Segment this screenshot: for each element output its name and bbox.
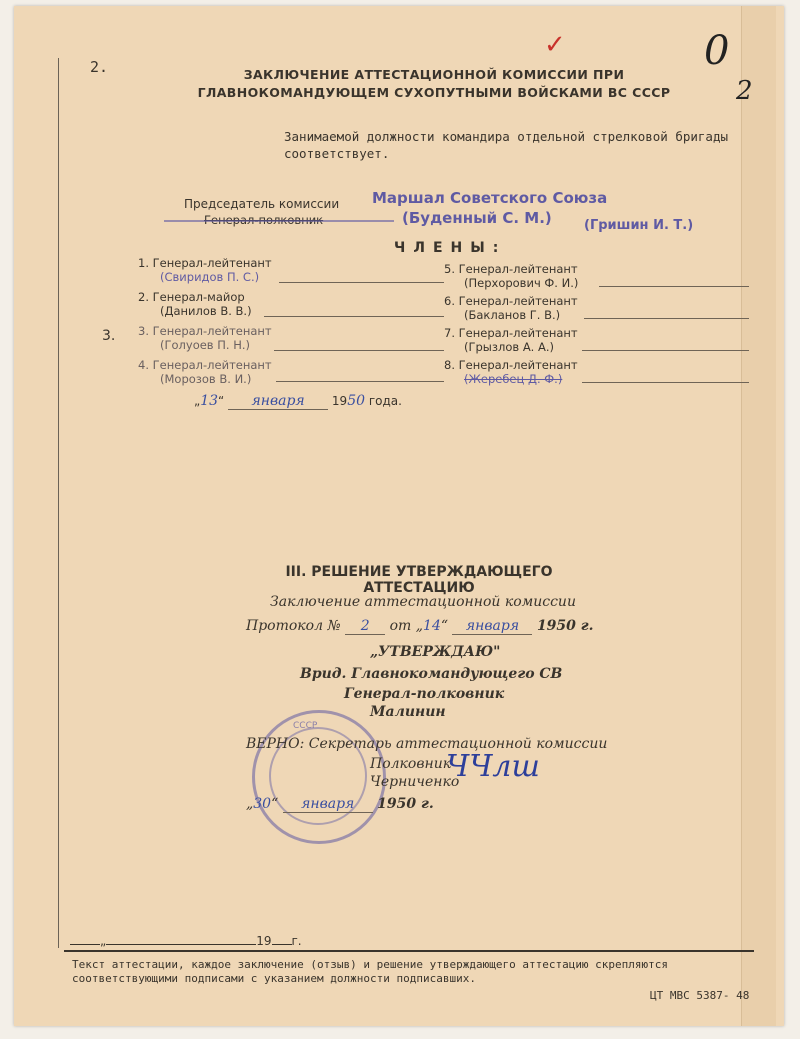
member-number: 1. bbox=[138, 256, 149, 270]
grishin-name: (Гришин И. Т.) bbox=[584, 218, 694, 233]
decision-subtitle: Заключение аттестационной комиссии bbox=[270, 594, 576, 610]
member-1 bbox=[138, 256, 272, 284]
commission-date: „13“ января 1950 года. bbox=[194, 393, 402, 409]
members-header: ЧЛЕНЫ: bbox=[394, 240, 507, 256]
signature-line bbox=[264, 316, 444, 317]
section-title: III. РЕШЕНИЕ УТВЕРЖДАЮЩЕГО АТТЕСТАЦИЮ bbox=[285, 564, 553, 596]
strike-through-line bbox=[164, 220, 394, 222]
signature-line bbox=[279, 282, 444, 283]
red-check-mark: ✓ bbox=[544, 30, 566, 60]
member-name: (Бакланов Г. В.) bbox=[464, 308, 561, 322]
member-number: 5. bbox=[444, 262, 455, 276]
member-rank: Генерал-лейтенант bbox=[152, 256, 272, 270]
member-number: 3. bbox=[138, 324, 149, 338]
date-month: января bbox=[228, 393, 328, 410]
margin-line bbox=[58, 58, 59, 948]
bleed-through-texture bbox=[124, 486, 764, 552]
protocol-year: 1950 г. bbox=[536, 618, 594, 634]
protocol-number: 2 bbox=[345, 618, 385, 635]
margin-number: 3. bbox=[102, 328, 116, 344]
member-number: 7. bbox=[444, 326, 455, 340]
member-number: 2. bbox=[138, 290, 149, 304]
member-name: (Жеребец Д. Ф.) bbox=[464, 372, 563, 386]
date-suffix: года. bbox=[368, 394, 402, 408]
date-year-hand: 50 bbox=[347, 393, 366, 409]
marshal-name: (Буденный С. М.) bbox=[402, 209, 552, 227]
conclusion-text: Занимаемой должности командира отдельной стрелковой бригады соответствует. bbox=[284, 129, 736, 161]
member-rank: Генерал-лейтенант bbox=[152, 358, 272, 372]
member-name: (Морозов В. И.) bbox=[160, 372, 252, 386]
member-name: (Перхорович Ф. И.) bbox=[464, 276, 579, 290]
member-4 bbox=[138, 358, 272, 386]
member-number: 8. bbox=[444, 358, 455, 372]
date-year-prefix: 19 bbox=[331, 394, 348, 408]
member-name: (Свиридов П. С.) bbox=[160, 270, 260, 284]
handwritten-side-number: 2 bbox=[736, 76, 753, 106]
member-rank: Генерал-лейтенант bbox=[458, 294, 578, 308]
official-seal bbox=[252, 710, 386, 844]
verno-name: Черниченко bbox=[370, 774, 460, 790]
secretary-signature: ЧЧлш bbox=[446, 749, 540, 784]
footnote: Текст аттестации, каждое заключение (отзыв) и решение утверждающего аттестацию скрепляются соответствующими подписами с указанием должности подписавших. bbox=[72, 958, 669, 985]
member-number: 6. bbox=[444, 294, 455, 308]
seal-text: СССР bbox=[293, 721, 318, 731]
blank-date-suffix: г. bbox=[291, 934, 302, 948]
verno-date: „30“ января 1950 г. bbox=[246, 796, 434, 812]
signature-line bbox=[582, 382, 749, 383]
blank-date-prefix: „ bbox=[100, 934, 107, 948]
signature-line bbox=[599, 286, 749, 287]
approver-name: Малинин bbox=[370, 704, 446, 720]
protocol-month: января bbox=[452, 618, 532, 635]
protocol-label: Протокол № bbox=[246, 618, 341, 634]
protocol-from: от bbox=[389, 618, 412, 634]
member-6 bbox=[444, 294, 578, 322]
verno-line: ВЕРНО: Секретарь аттестационной комиссии bbox=[246, 736, 608, 752]
approver-position: Врид. Главнокомандующего СВ bbox=[300, 666, 563, 682]
marshal-rank: Маршал Советского Союза bbox=[372, 189, 608, 207]
page-number: 2. bbox=[90, 58, 109, 76]
member-5 bbox=[444, 262, 578, 290]
signature-line bbox=[276, 381, 444, 382]
verno-date-month: января bbox=[283, 796, 373, 813]
protocol-line: Протокол № 2 от „14“ января 1950 г. bbox=[246, 618, 594, 634]
signature-line bbox=[274, 350, 444, 351]
date-day: 13 bbox=[200, 393, 219, 409]
member-rank: Генерал-лейтенант bbox=[458, 262, 578, 276]
verno-rank: Полковник bbox=[370, 756, 452, 772]
signature-line bbox=[582, 350, 749, 351]
protocol-day: 14 bbox=[423, 618, 441, 634]
member-rank: Генерал-лейтенант bbox=[152, 324, 272, 338]
member-name: (Голуоев П. Н.) bbox=[160, 338, 250, 352]
verno-date-year: 1950 г. bbox=[377, 796, 434, 812]
document-title: ЗАКЛЮЧЕНИЕ АТТЕСТАЦИОННОЙ КОМИССИИ ПРИ ГЛАВНОКОМАНДУЮЩЕМ СУХОПУТНЫМИ ВОЙСКАМИ ВС СССР bbox=[197, 67, 671, 100]
approver-rank: Генерал-полковник bbox=[344, 686, 505, 702]
approve-label: „УТВЕРЖДАЮ" bbox=[370, 644, 501, 660]
member-name: (Грызлов А. А.) bbox=[464, 340, 555, 354]
blank-date-year-prefix: 19 bbox=[256, 934, 272, 948]
print-code: ЦТ МВС 5387- 48 bbox=[650, 989, 750, 1002]
chairman-stamp bbox=[372, 188, 607, 228]
member-8 bbox=[444, 358, 578, 386]
member-2 bbox=[138, 290, 252, 318]
member-name: (Данилов В. В.) bbox=[160, 304, 252, 318]
document-page bbox=[14, 6, 784, 1026]
footer-rule bbox=[64, 950, 754, 952]
member-rank: Генерал-лейтенант bbox=[458, 326, 578, 340]
chairman-label: Председатель комиссии bbox=[184, 197, 340, 211]
blank-date bbox=[70, 934, 302, 948]
handwritten-sheet-number: 0 bbox=[704, 28, 730, 74]
member-rank: Генерал-лейтенант bbox=[458, 358, 578, 372]
member-3 bbox=[138, 324, 272, 352]
member-rank: Генерал-майор bbox=[152, 290, 245, 304]
member-7 bbox=[444, 326, 578, 354]
member-number: 4. bbox=[138, 358, 149, 372]
verno-date-day: 30 bbox=[253, 796, 272, 812]
signature-line bbox=[584, 318, 749, 319]
